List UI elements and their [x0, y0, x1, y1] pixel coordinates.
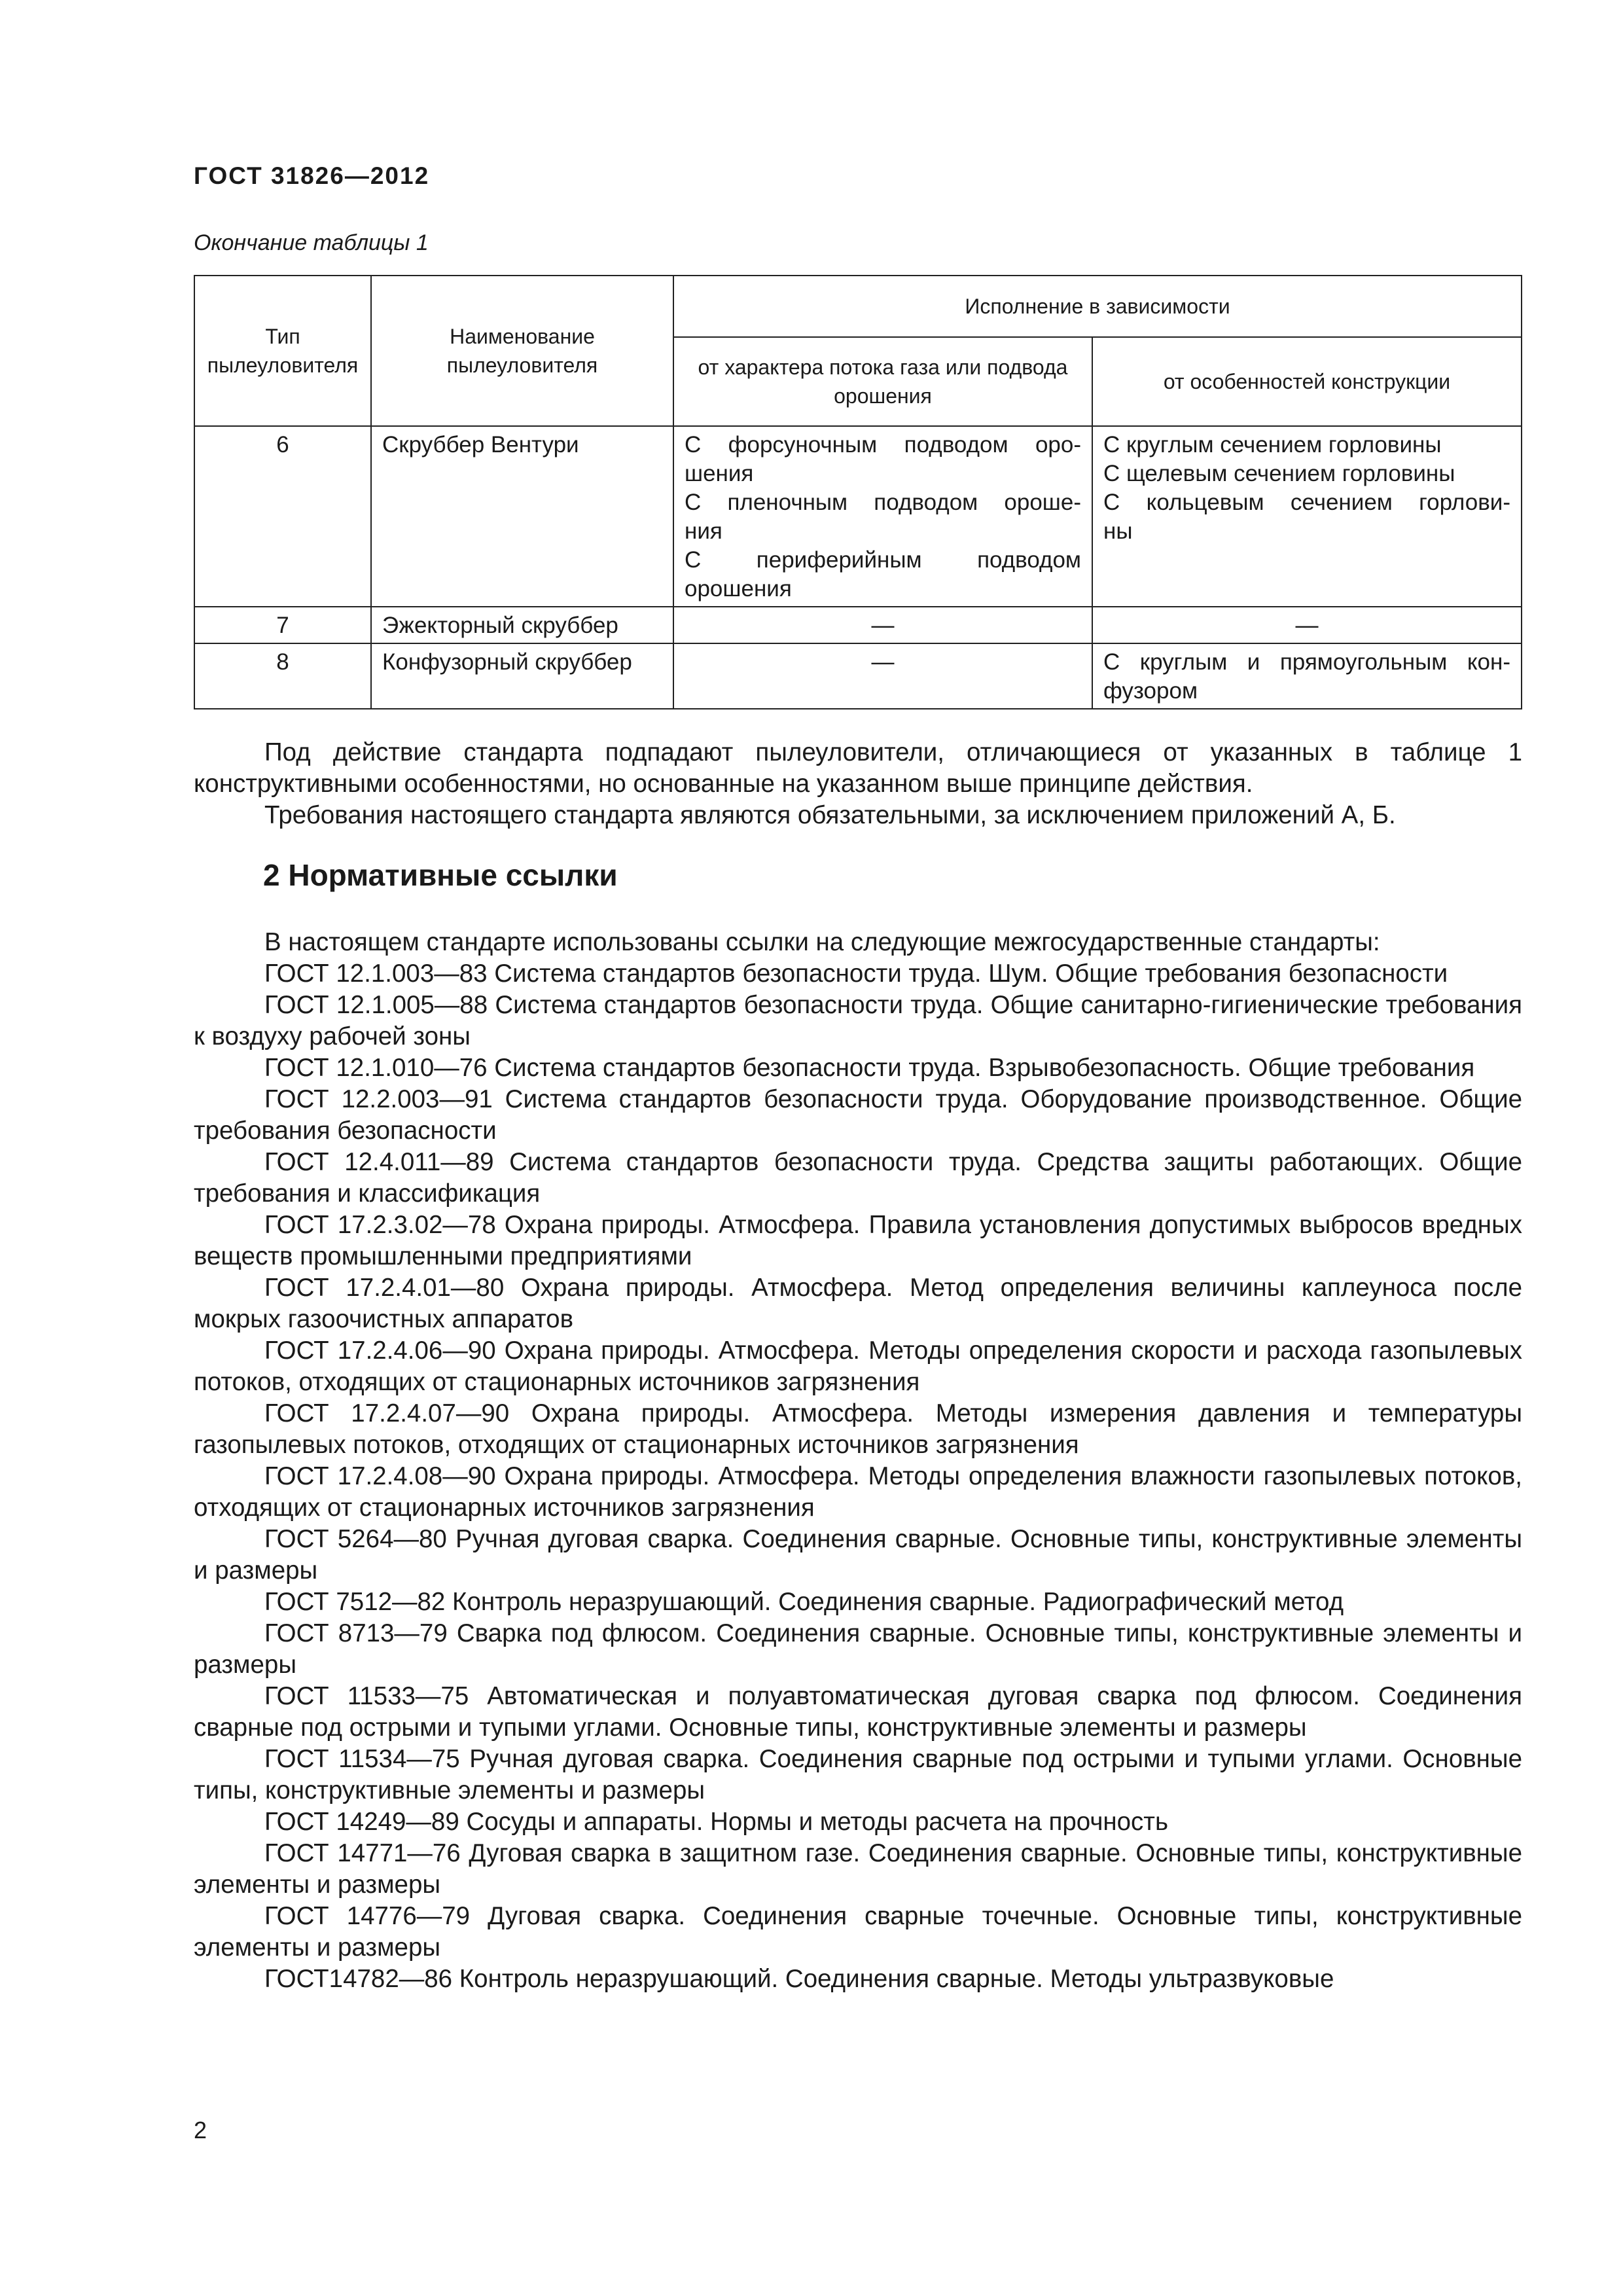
cell-type: 6 [194, 426, 371, 607]
cell-line: С кольцевым сечением горлови- [1103, 490, 1510, 515]
reference-item: ГОСТ 11534—75 Ручная дуговая сварка. Соединения сварные под острыми и тупыми углами. Основные типы, конструктивные элементы и размеры [194, 1745, 1522, 1804]
reference-item: ГОСТ 14249—89 Сосуды и аппараты. Нормы и методы расчета на прочность [264, 1808, 1168, 1836]
cell-line: С щелевым сечением горловины [1103, 461, 1455, 486]
table-row [194, 426, 1522, 607]
cell-design [1092, 426, 1522, 607]
reference-item: ГОСТ 12.2.003—91 Система стандартов безопасности труда. Оборудование производственное. Общие требования безопасности [194, 1085, 1522, 1145]
cell-type: 8 [194, 643, 371, 709]
cell-line: ния [685, 518, 722, 544]
header-design: от особенностей конструкции [1092, 337, 1522, 426]
cell-flow [673, 643, 1092, 709]
cell-line: фузором [1103, 678, 1198, 704]
table-row [194, 643, 1522, 709]
reference-item: ГОСТ 11533—75 Автоматическая и полуавтоматическая дуговая сварка под флюсом. Соединения сварные под острыми и тупыми углами. Основные типы, конструктивные элементы и размеры [194, 1682, 1522, 1742]
cell-design [1092, 607, 1522, 643]
cell-line: С периферийным подводом [685, 547, 1081, 573]
reference-item: ГОСТ 17.2.4.07—90 Охрана природы. Атмосфера. Методы измерения давления и температуры газопылевых потоков, отходящих от стационарных источников загрязнения [194, 1399, 1522, 1459]
reference-item: ГОСТ 17.2.4.06—90 Охрана природы. Атмосфера. Методы определения скорости и расхода газопылевых потоков, отходящих от стационарных источников загрязнения [194, 1336, 1522, 1396]
references-list [194, 958, 1522, 1995]
reference-item: ГОСТ 14771—76 Дуговая сварка в защитном газе. Соединения сварные. Основные типы, конструктивные элементы и размеры [194, 1839, 1522, 1899]
reference-item: ГОСТ14782—86 Контроль неразрушающий. Соединения сварные. Методы ультразвуковые [264, 1965, 1334, 1993]
cell-line: шения [685, 461, 754, 486]
document-title: ГОСТ 31826—2012 [194, 162, 430, 189]
page-number: 2 [194, 2117, 207, 2144]
intro-block [194, 737, 1522, 831]
header-execution: Исполнение в зависимости [673, 276, 1522, 337]
header-name: Наименование пылеуловителя [371, 276, 673, 426]
reference-item: ГОСТ 7512—82 Контроль неразрушающий. Соединения сварные. Радиографический метод [264, 1588, 1344, 1616]
cell-line: С пленочным подводом ороше- [685, 490, 1081, 515]
cell-type: 7 [194, 607, 371, 643]
cell-line: — [871, 649, 895, 675]
reference-item: ГОСТ 12.1.003—83 Система стандартов безопасности труда. Шум. Общие требования безопасности [264, 960, 1448, 988]
cell-line: — [1295, 613, 1319, 638]
cell-line: С форсуночным подводом оро- [685, 432, 1081, 457]
header-type: Тип пылеуловителя [194, 276, 371, 426]
table-body [194, 426, 1522, 709]
intro-paragraph: Требования настоящего стандарта являются обязательными, за исключением приложений А, Б. [264, 801, 1396, 829]
cell-name: Конфузорный скруббер [371, 643, 673, 709]
reference-item: ГОСТ 12.4.011—89 Система стандартов безопасности труда. Средства защиты работающих. Общие требования и классификация [194, 1148, 1522, 1208]
cell-line: орошения [685, 576, 792, 601]
table-row [194, 607, 1522, 643]
cell-flow [673, 426, 1092, 607]
references-block [194, 927, 1522, 1995]
references-intro: В настоящем стандарте использованы ссылки на следующие межгосударственные стандарты: [264, 928, 1380, 956]
reference-item: ГОСТ 8713—79 Сварка под флюсом. Соединения сварные. Основные типы, конструктивные элементы и размеры [194, 1619, 1522, 1679]
section-heading: 2 Нормативные ссылки [263, 858, 618, 892]
cell-line: С круглым сечением горловины [1103, 432, 1442, 457]
reference-item: ГОСТ 12.1.010—76 Система стандартов безопасности труда. Взрывобезопасность. Общие требования [264, 1054, 1475, 1082]
reference-item: ГОСТ 12.1.005—88 Система стандартов безопасности труда. Общие санитарно-гигиенические требования к воздуху рабочей зоны [194, 991, 1522, 1050]
reference-item: ГОСТ 17.2.4.01—80 Охрана природы. Атмосфера. Метод определения величины каплеуноса после мокрых газоочистных аппаратов [194, 1274, 1522, 1333]
reference-item: ГОСТ 17.2.4.08—90 Охрана природы. Атмосфера. Методы определения влажности газопылевых потоков, отходящих от стационарных источников загрязнения [194, 1462, 1522, 1522]
reference-item: ГОСТ 17.2.3.02—78 Охрана природы. Атмосфера. Правила установления допустимых выбросов вредных веществ промышленными предприятиями [194, 1211, 1522, 1270]
cell-line: ны [1103, 518, 1133, 544]
cell-name: Эжекторный скруббер [371, 607, 673, 643]
cell-flow [673, 607, 1092, 643]
pollution-collector-table [194, 275, 1522, 709]
header-flow: от характера потока газа или подвода орошения [673, 337, 1092, 426]
cell-line: — [871, 613, 895, 638]
reference-item: ГОСТ 5264—80 Ручная дуговая сварка. Соединения сварные. Основные типы, конструктивные элементы и размеры [194, 1525, 1522, 1585]
cell-design [1092, 643, 1522, 709]
table-caption: Окончание таблицы 1 [194, 230, 429, 255]
intro-paragraph: Под действие стандарта подпадают пылеуловители, отличающиеся от указанных в таблице 1 конструктивными особенностями, но основанные на указанном выше принципе действия. [194, 738, 1522, 798]
reference-item: ГОСТ 14776—79 Дуговая сварка. Соединения сварные точечные. Основные типы, конструктивные элементы и размеры [194, 1902, 1522, 1962]
cell-name: Скруббер Вентури [371, 426, 673, 607]
cell-line: С круглым и прямоугольным кон- [1103, 649, 1510, 675]
